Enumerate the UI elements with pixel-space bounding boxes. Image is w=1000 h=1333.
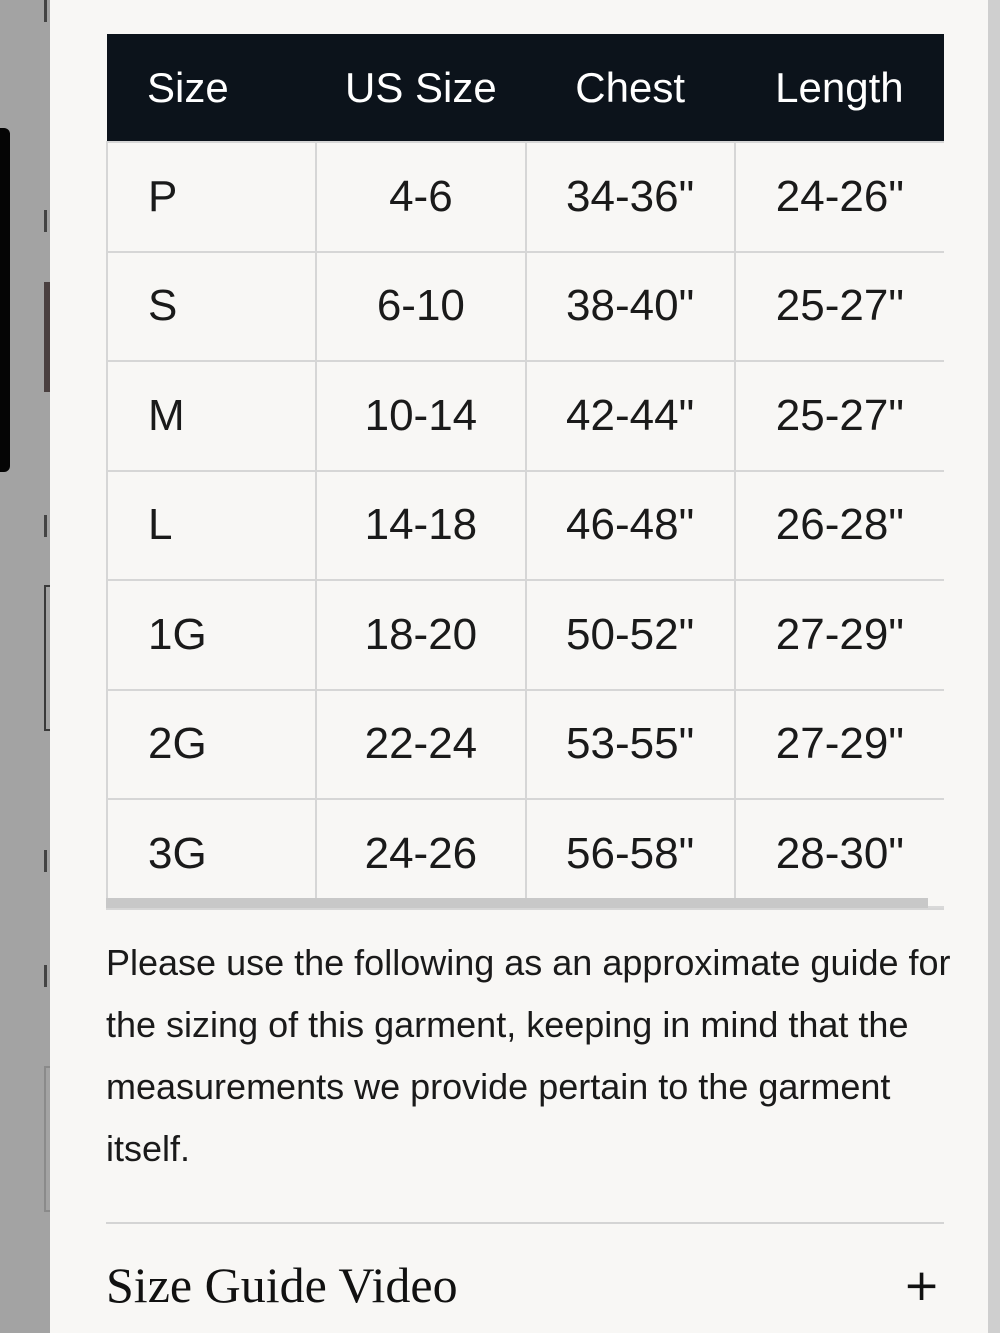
cell-size: 2G <box>107 690 316 800</box>
cell-size: L <box>107 471 316 581</box>
cell-chest: 56-58" <box>526 799 735 909</box>
table-row <box>107 471 944 581</box>
cell-chest: 50-52" <box>526 580 735 690</box>
cell-length: 26-28" <box>735 471 944 581</box>
size-guide-video-accordion[interactable] <box>106 1250 944 1320</box>
sizing-note: Please use the following as an approximate guide for the sizing of this garment, keeping in mind that the measurements we provide pertain to the garment itself. <box>106 942 951 1169</box>
size-table <box>106 34 944 910</box>
cell-chest: 53-55" <box>526 690 735 800</box>
plus-icon[interactable]: + <box>903 1259 940 1311</box>
table-row <box>107 799 944 909</box>
cell-us-size: 24-26 <box>316 799 525 909</box>
cell-length: 25-27" <box>735 252 944 362</box>
table-row <box>107 252 944 362</box>
cell-us-size: 18-20 <box>316 580 525 690</box>
cell-chest: 46-48" <box>526 471 735 581</box>
cell-chest: 42-44" <box>526 361 735 471</box>
cell-us-size: 4-6 <box>316 142 525 252</box>
table-row <box>107 142 944 252</box>
table-row <box>107 690 944 800</box>
accordion-title: Size Guide Video <box>106 1257 458 1313</box>
cell-length: 27-29" <box>735 690 944 800</box>
header-us-size: US Size <box>345 63 497 111</box>
size-table-header-row <box>107 34 944 142</box>
header-chest: Chest <box>575 63 685 111</box>
page-scrollbar[interactable] <box>988 0 1000 1333</box>
cell-chest: 38-40" <box>526 252 735 362</box>
cell-us-size: 22-24 <box>316 690 525 800</box>
cell-chest: 34-36" <box>526 142 735 252</box>
table-row <box>107 580 944 690</box>
cell-size: P <box>107 142 316 252</box>
size-guide-drawer <box>50 0 988 1333</box>
header-size: Size <box>147 63 229 111</box>
header-length: Length <box>775 63 904 111</box>
table-horizontal-scrollbar[interactable] <box>106 898 928 908</box>
size-table-scroll-container[interactable] <box>106 34 944 910</box>
divider <box>106 1222 944 1224</box>
cell-length: 28-30" <box>735 799 944 909</box>
cell-size: 3G <box>107 799 316 909</box>
cell-us-size: 6-10 <box>316 252 525 362</box>
cell-size: S <box>107 252 316 362</box>
cell-size: 1G <box>107 580 316 690</box>
cell-us-size: 10-14 <box>316 361 525 471</box>
cell-length: 27-29" <box>735 580 944 690</box>
background-image-fragment <box>0 128 10 472</box>
table-row <box>107 361 944 471</box>
cell-length: 24-26" <box>735 142 944 252</box>
cell-length: 25-27" <box>735 361 944 471</box>
cell-size: M <box>107 361 316 471</box>
cell-us-size: 14-18 <box>316 471 525 581</box>
